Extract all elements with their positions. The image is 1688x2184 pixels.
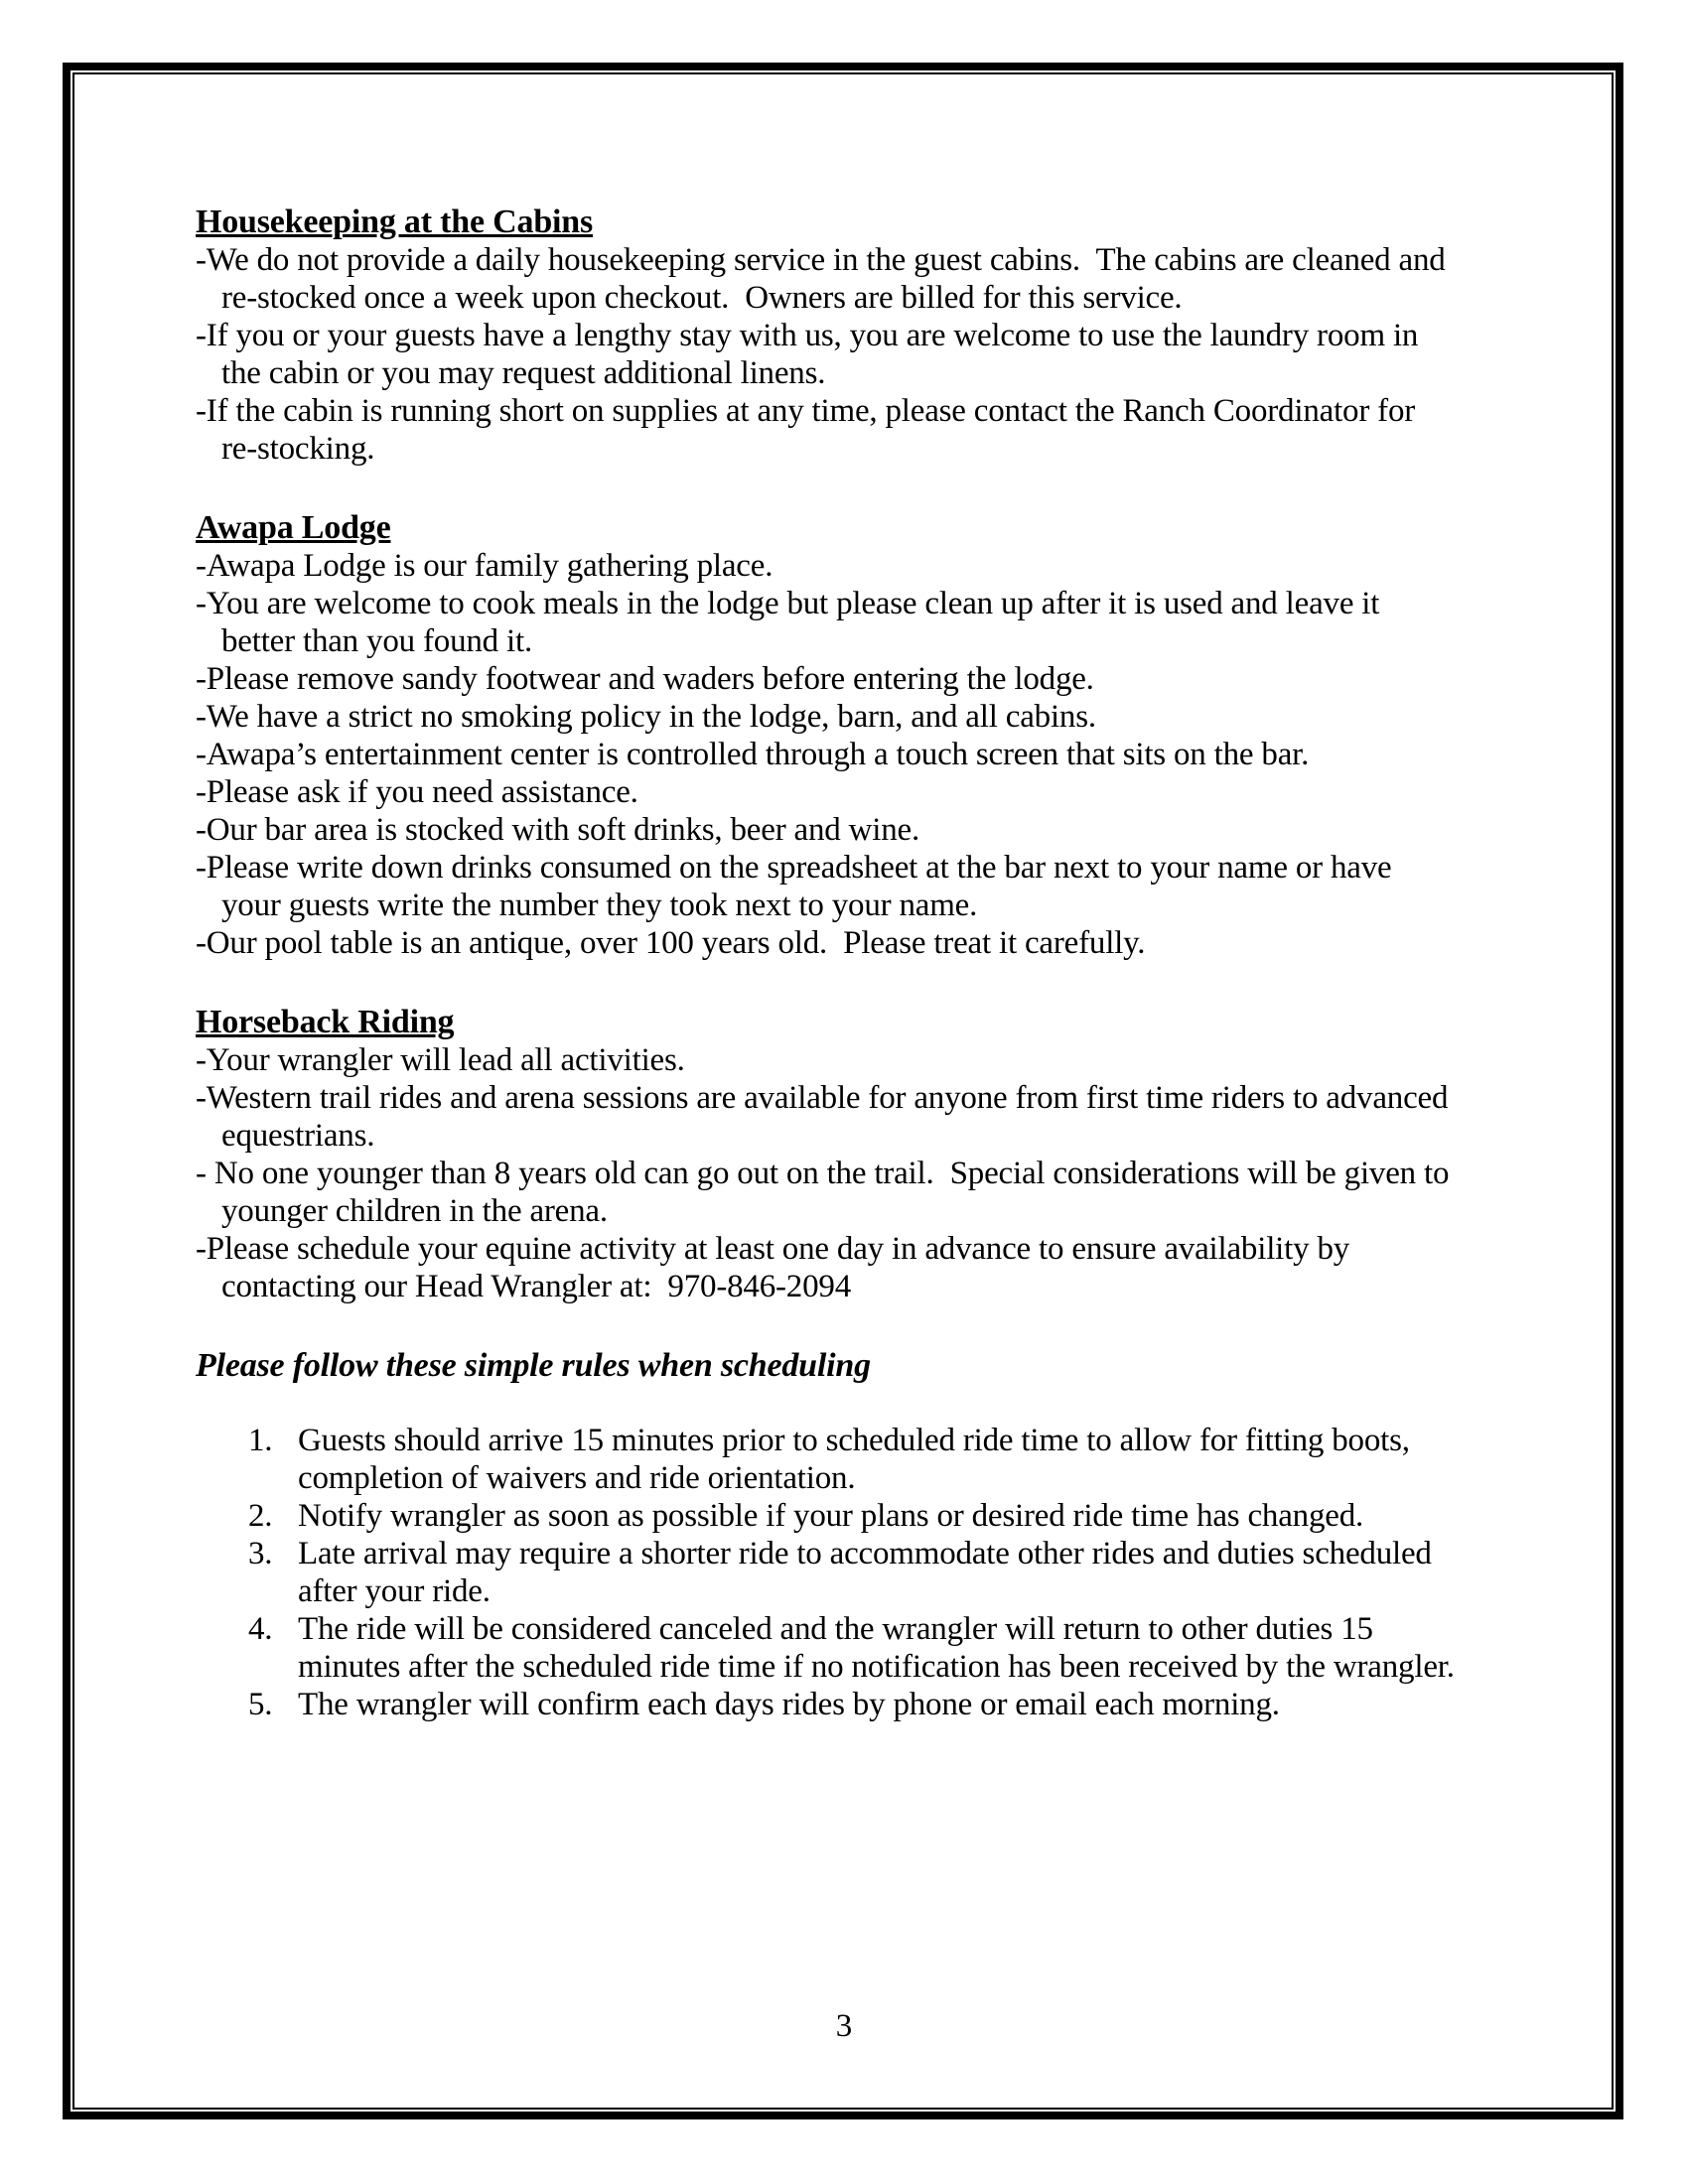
bullet-line: -Please remove sandy footwear and waders before entering the lodge. <box>196 661 1094 697</box>
bullet-line: -Our bar area is stocked with soft drinks, beer and wine. <box>196 812 920 848</box>
section-awapa-lodge <box>196 509 1501 962</box>
rule-line: 2. Notify wrangler as soon as possible if your plans or desired ride time has changed. <box>248 1498 1364 1534</box>
bullet-line-continuation: younger children in the arena. <box>221 1193 608 1229</box>
bullet-line: -If the cabin is running short on supplies at any time, please contact the Ranch Coordinator for <box>196 393 1416 429</box>
rule-line: 3. Late arrival may require a shorter ride to accommodate other rides and duties scheduled <box>248 1536 1432 1571</box>
scheduling-rules-list <box>196 1422 1501 1723</box>
rule-number: 1. <box>248 1423 273 1458</box>
bullet-line: -Please write down drinks consumed on the spreadsheet at the bar next to your name or have <box>196 850 1392 886</box>
bullet-line-continuation: contacting our Head Wrangler at: 970-846-2094 <box>221 1269 851 1304</box>
section-heading-housekeeping-at-the-cabins: Housekeeping at the Cabins <box>196 204 594 240</box>
rule-line-continuation: completion of waivers and ride orientation. <box>298 1460 856 1496</box>
bullet-line: -Awapa’s entertainment center is controlled through a touch screen that sits on the bar. <box>196 737 1310 772</box>
bullet-line: -Our pool table is an antique, over 100 years old. Please treat it carefully. <box>196 925 1146 961</box>
document-content <box>196 204 1501 1723</box>
section-heading-horseback-riding: Horseback Riding <box>196 1004 455 1040</box>
bullet-line: -Awapa Lodge is our family gathering place. <box>196 548 774 584</box>
rule-number: 2. <box>248 1498 273 1534</box>
bullet-line-continuation: better than you found it. <box>221 623 533 659</box>
bullet-line-continuation: your guests write the number they took next to your name. <box>221 887 978 923</box>
rule-number: 5. <box>248 1687 273 1722</box>
bullet-line: -Your wrangler will lead all activities. <box>196 1042 685 1078</box>
rule-line-continuation: after your ride. <box>298 1573 491 1609</box>
rule-line: 4. The ride will be considered canceled and the wrangler will return to other duties 15 <box>248 1611 1373 1647</box>
bullet-line: - No one younger than 8 years old can go out on the trail. Special considerations will be given to <box>196 1156 1450 1191</box>
bullet-line-continuation: the cabin or you may request additional linens. <box>221 355 826 391</box>
rule-number: 4. <box>248 1611 273 1647</box>
bullet-line-continuation: re-stocking. <box>221 431 375 467</box>
bullet-line: -You are welcome to cook meals in the lodge but please clean up after it is used and leave it <box>196 586 1380 621</box>
bullet-line: -We do not provide a daily housekeeping service in the guest cabins. The cabins are cleaned and <box>196 242 1446 278</box>
scheduling-note: Please follow these simple rules when scheduling <box>196 1347 871 1384</box>
bullet-line: -If you or your guests have a lengthy stay with us, you are welcome to use the laundry room in <box>196 318 1419 353</box>
bullet-line: -Please ask if you need assistance. <box>196 774 638 810</box>
rule-line-continuation: minutes after the scheduled ride time if no notification has been received by the wrangler. <box>298 1649 1455 1685</box>
section-horseback-riding <box>196 1004 1501 1305</box>
bullet-line: -We have a strict no smoking policy in the lodge, barn, and all cabins. <box>196 699 1096 735</box>
bullet-line-continuation: equestrians. <box>221 1118 375 1154</box>
rule-line: 1. Guests should arrive 15 minutes prior to scheduled ride time to allow for fitting boots, <box>248 1423 1410 1458</box>
bullet-line-continuation: re-stocked once a week upon checkout. Owners are billed for this service. <box>221 280 1183 316</box>
section-heading-awapa-lodge: Awapa Lodge <box>196 509 391 546</box>
rule-number: 3. <box>248 1536 273 1571</box>
section-housekeeping-at-the-cabins <box>196 204 1501 468</box>
rule-line: 5. The wrangler will confirm each days rides by phone or email each morning. <box>248 1687 1280 1722</box>
bullet-line: -Western trail rides and arena sessions are available for anyone from first time riders to advanced <box>196 1080 1449 1116</box>
page-number: 3 <box>835 2008 853 2044</box>
bullet-line: -Please schedule your equine activity at least one day in advance to ensure availability by <box>196 1231 1350 1267</box>
